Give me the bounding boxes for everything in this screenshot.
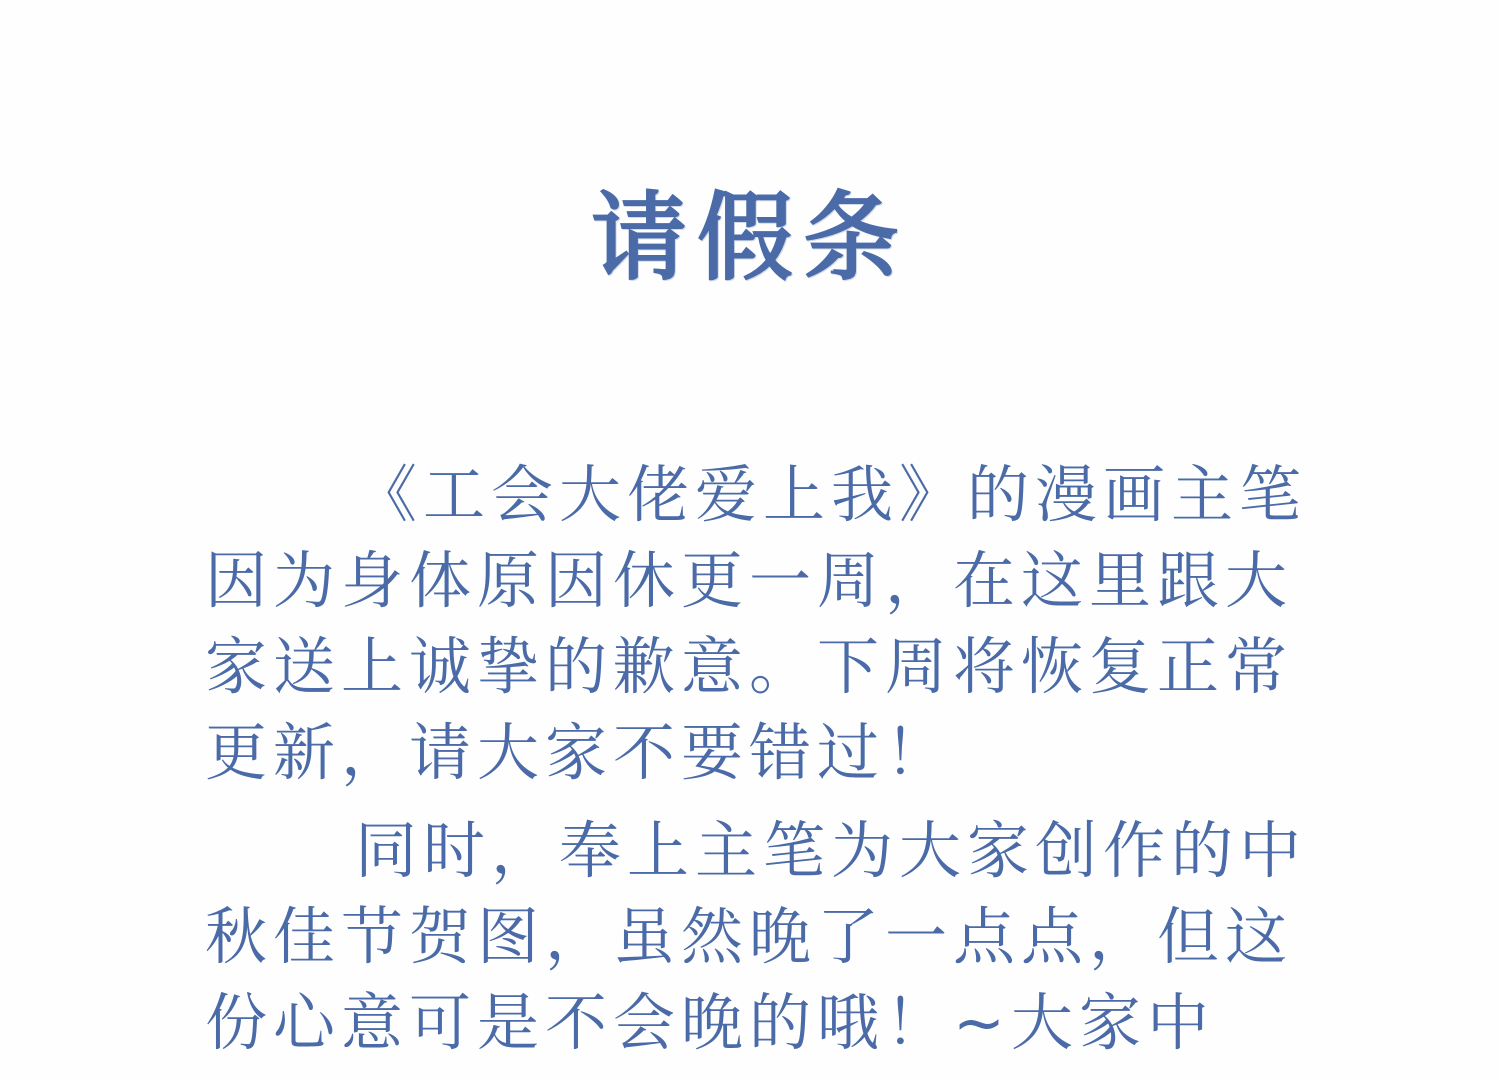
notice-body — [205, 452, 1310, 1066]
page-title-container — [0, 182, 1500, 294]
notice-paragraph-1: 《工会大佬爱上我》的漫画主笔因为身体原因休更一周，在这里跟大家送上诚挚的歉意。下周将恢复正常更新，请大家不要错过！ — [205, 458, 1308, 789]
notice-paragraph-2: 同时，奉上主笔为大家创作的中秋佳节贺图，虽然晚了一点点，但这份心意可是不会晚的哦！~大家中 — [205, 814, 1308, 1059]
page-title: 请假条 — [591, 182, 909, 294]
